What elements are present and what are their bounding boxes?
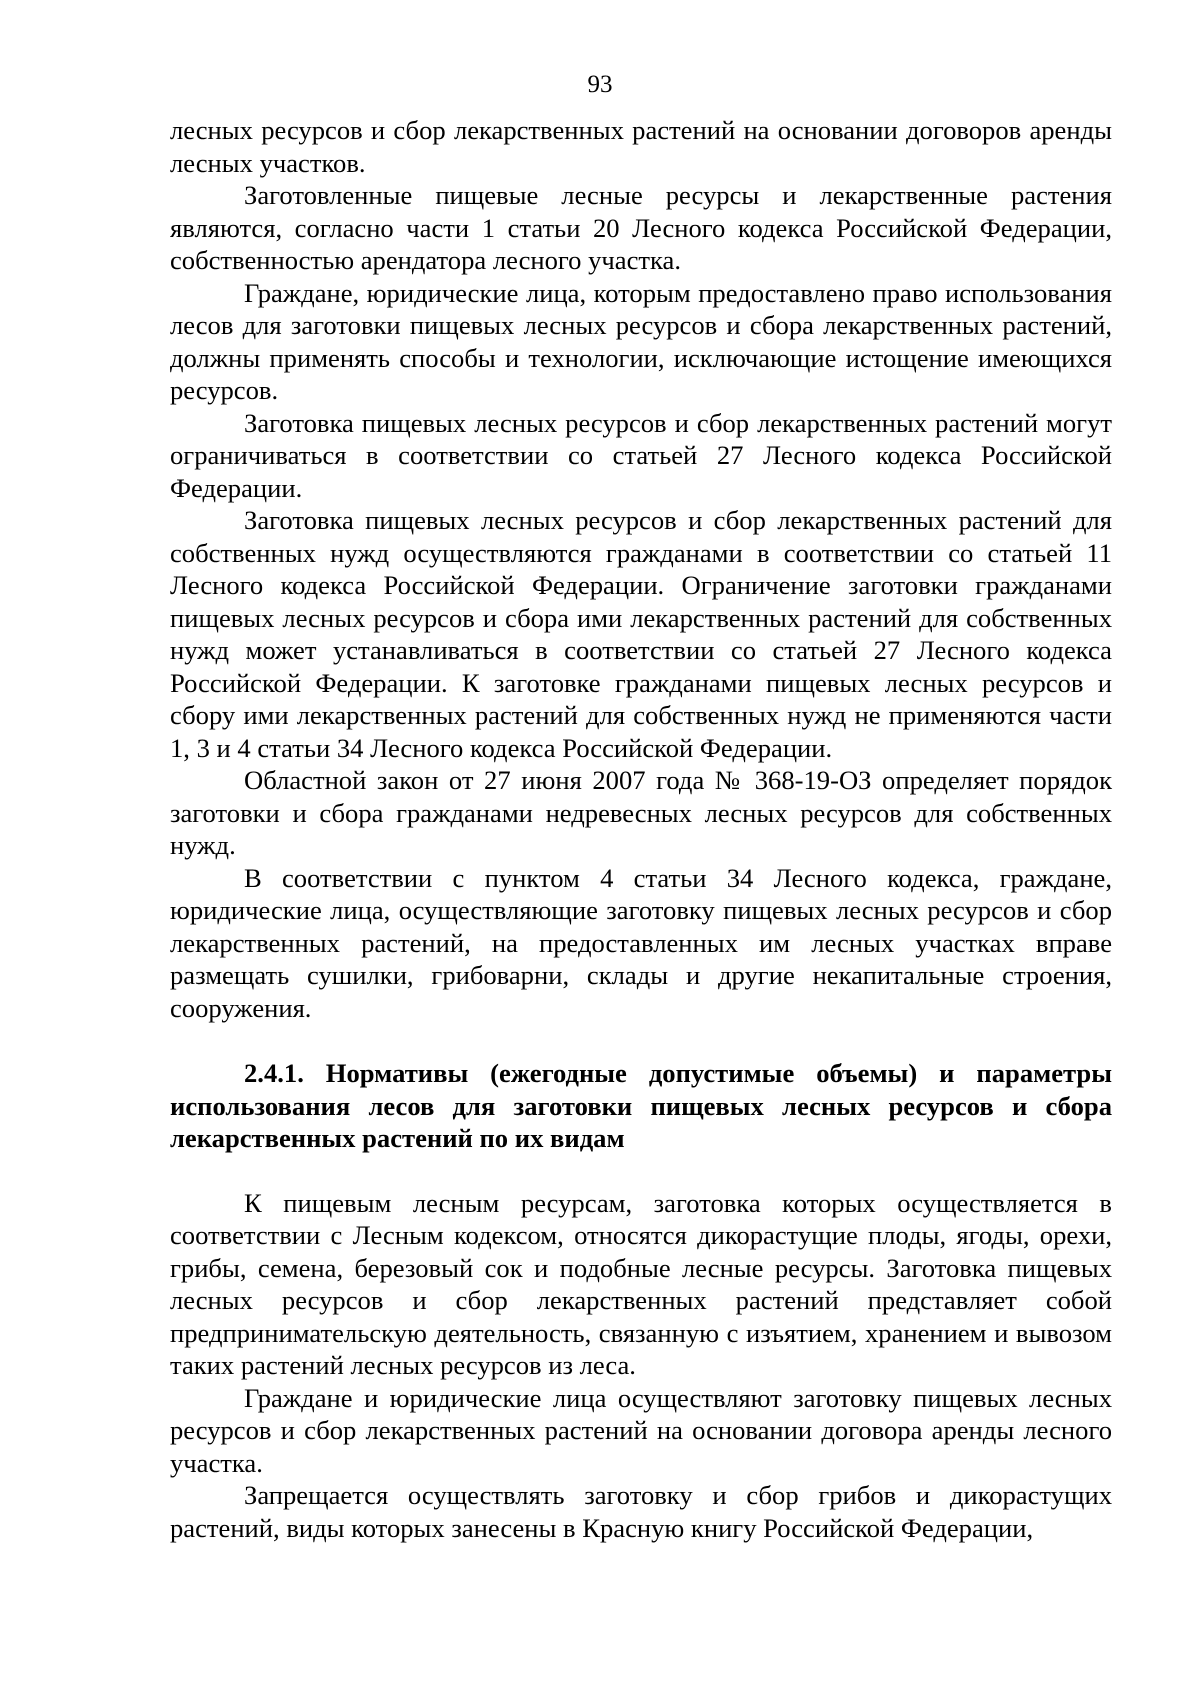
paragraph: Заготовленные пищевые лесные ресурсы и лекарственные растения являются, согласно части 1 статьи 20 Лесного кодекса Российской Федерации, собственностью арендатора лесного участка. xyxy=(170,180,1112,275)
document-body xyxy=(170,114,1112,1544)
paragraph: Заготовка пищевых лесных ресурсов и сбор лекарственных растений могут ограничиваться в соответствии со статьей 27 Лесного кодекса Российской Федерации. xyxy=(170,407,1112,503)
section-heading: 2.4.1. Нормативы (ежегодные допустимые объемы) и параметры использования лесов для заготовки пищевых лесных ресурсов и сбора лекарственных растений по их видам xyxy=(170,1058,1112,1153)
paragraph: Областной закон от 27 июня 2007 года № 368-19-ОЗ определяет порядок заготовки и сбора гражданами недревесных лесных ресурсов для собственных нужд. xyxy=(170,765,1112,860)
spacer xyxy=(170,1024,1112,1057)
paragraph-cut: Запрещается осуществлять заготовку и сбор грибов и дикорастущих растений, виды которых занесены в Красную книгу Российской Федерации, xyxy=(170,1480,1112,1543)
paragraph: Заготовка пищевых лесных ресурсов и сбор лекарственных растений для собственных нужд осуществляются гражданами в соответствии со статьей 11 Лесного кодекса Российской Федерации. Ограничение заготовки гражданами пищевых лесных ресурсов и сбора ими лекарственных растений для собственных нужд может устанавливаться в соответствии со статьей 27 Лесного кодекса Российской Федерации. К заготовке гражданами пищевых лесных ресурсов и сбору ими лекарственных растений для собственных нужд не применяются части 1, 3 и 4 статьи 34 Лесного кодекса Российской Федерации. xyxy=(170,505,1112,763)
paragraph: Граждане, юридические лица, которым предоставлено право использования лесов для заготовки пищевых лесных ресурсов и сбора лекарственных растений, должны применять способы и технологии, исключающие истощение имеющихся ресурсов. xyxy=(170,277,1112,405)
page-number: 93 xyxy=(587,71,613,98)
paragraph-continuation: лесных ресурсов и сбор лекарственных растений на основании договоров аренды лесных участков. xyxy=(170,115,1112,178)
paragraph: В соответствии с пунктом 4 статьи 34 Лесного кодекса, граждане, юридические лица, осуществляющие заготовку пищевых лесных ресурсов и сбор лекарственных растений, на предоставленных им лесных участках вправе размещать сушилки, грибоварни, склады и другие некапитальные строения, сооружения. xyxy=(170,862,1112,1023)
spacer xyxy=(170,1155,1112,1187)
paragraph: Граждане и юридические лица осуществляют заготовку пищевых лесных ресурсов и сбор лекарственных растений на основании договора аренды лесного участка. xyxy=(170,1382,1112,1478)
paragraph: К пищевым лесным ресурсам, заготовка которых осуществляется в соответствии с Лесным кодексом, относятся дикорастущие плоды, ягоды, орехи, грибы, семена, березовый сок и подобные лесные ресурсы. Заготовка пищевых лесных ресурсов и сбор лекарственных растений представляет собой предпринимательскую деятельность, связанную с изъятием, хранением и вывозом таких растений лесных ресурсов из леса. xyxy=(170,1187,1112,1380)
